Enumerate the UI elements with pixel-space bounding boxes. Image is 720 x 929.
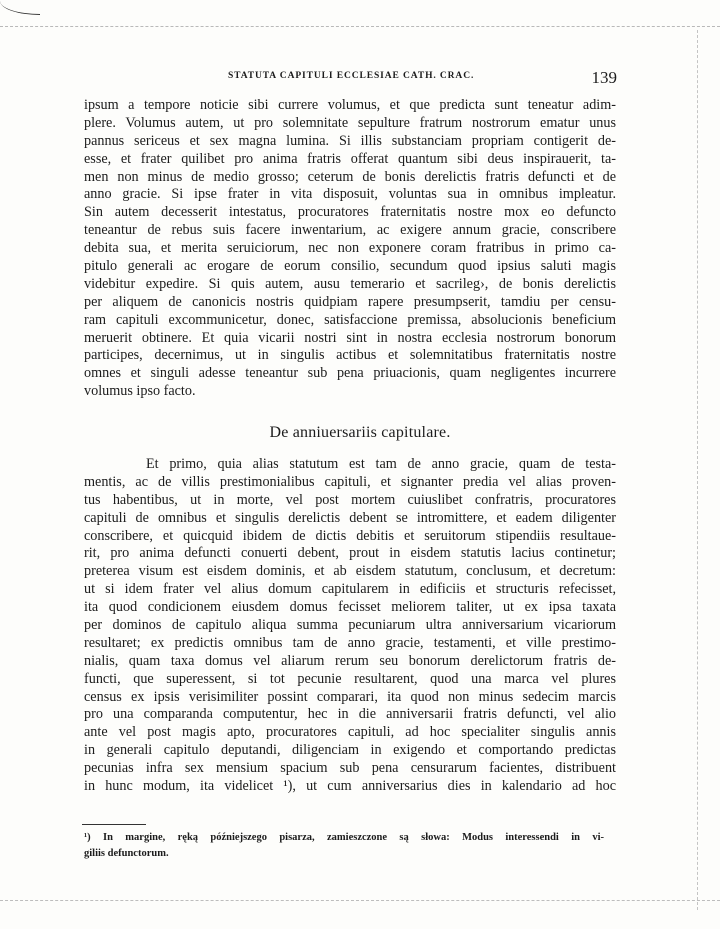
text-line: resultaret; ex predictis omnibus tam de anno gracie, testamenti, et ville prestimo- [84, 634, 616, 651]
paragraph-anniversaries [84, 456, 616, 796]
text-line: meruerit obtinere. Et quia vicarii nostri sint in nostra ecclesia nostrorum bonorum [84, 329, 616, 346]
text-line: mentis, ac de villis prestimonialibus capituli, et signanter predia vel alias proven- [84, 473, 616, 490]
text-line: tus habentibus, ut in morte, vel post mortem cuiuslibet confratris, procuratores [84, 491, 616, 508]
text-line: omnes et singuli adesse teneantur sub pena priuacionis, quam negligentes incurrere [84, 365, 616, 382]
text-line: capituli de omnibus et singulis derelictis debent se intromittere, et eadem diligenter [84, 509, 616, 526]
text-line: functi, que superessent, si tot pecunie resultarent, quod una marca vel plures [84, 670, 616, 687]
page-bottom-edge [0, 900, 720, 901]
text-line: debita sua, et merita seruiciorum, nec non exponere coram fratribus in primo ca- [84, 240, 616, 257]
text-line: per dominos de capitulo aliqua summa pecuniarum ultra anniversarium vicariorum [84, 617, 616, 634]
text-line: pro una comparanda computentur, hec in die anniversarii fratris defuncti, vel alio [84, 706, 616, 723]
page-top-edge [0, 0, 720, 27]
text-line: videbitur expedire. Si quis autem, ausu temerario et sacrileg›, de bonis derelictis [84, 275, 616, 292]
footnote-divider [82, 824, 146, 825]
text-line: anno gracie. Si ipse frater in vita disposuit, voluntas sua in omnibus impleatur. [84, 186, 616, 203]
page-header [80, 68, 620, 92]
text-line: census ex ipsis verisimiliter possint comparari, ita quod non minus sedecim marcis [84, 688, 616, 705]
text-line: ipsum a tempore noticie sibi currere volumus, et que predicta sunt teneatur adim- [84, 97, 616, 113]
text-line: Et primo, quia alias statutum est tam de anno gracie, quam de testa- [146, 456, 616, 472]
text-line: ut si idem frater vel alius domum capitularem in edificiis et structuris refecisset, [84, 581, 616, 598]
text-line: ram capituli excommunicetur, donec, satisfaccione premissa, absolucionis beneficium [84, 311, 616, 328]
footnote-line: ¹) In margine, ręką późniejszego pisarza, zamieszczone są słowa: Modus interessendi in vi- [84, 832, 604, 843]
text-line: pannus sericeus et sex magna lumina. Si illis substanciam propriam contigerit de- [84, 132, 616, 149]
text-line: plere. Volumus autem, ut pro solemnitate sepulture fratrum nostrorum ematur unus [84, 114, 616, 131]
page-right-edge [697, 30, 698, 910]
text-line: per aliquem de canonicis nostris quidpiam rapere presumpserit, tamdiu per censu- [84, 293, 616, 310]
text-line: in hunc modum, ita videlicet ¹), ut cum anniversarius dies in kalendario ad hoc [84, 778, 616, 795]
paragraph-statute-continuation [84, 97, 616, 401]
text-line: men non minus de medio grosso; ceterum de bonis derelictis fratris defuncti et de [84, 168, 616, 185]
text-line: teneantur de rebus suis facere inwentarium, ac exigere annum gracie, conscribere [84, 222, 616, 239]
text-line: Sin autem decesserit intestatus, procuratores fraternitatis nostre mox eo defuncto [84, 204, 616, 221]
footnote-line: giliis defunctorum. [84, 848, 169, 859]
text-line: in generali capitulo deputandi, diligenciam in exigendo et comportando predictas [84, 742, 616, 759]
page-number: 139 [591, 68, 617, 87]
text-line: volumus ipso facto. [84, 383, 196, 400]
section-heading: De anniuersariis capitulare. [269, 424, 451, 441]
text-line: nialis, quam taxa domus vel aliarum rerum seu bonorum derelictorum fratris de- [84, 652, 616, 669]
text-line: conscribere, et quicquid ibidem de dictis debitis et seruitorum stipendiis resultaue- [84, 527, 616, 544]
text-line: ita quod condicionem eiusdem domus fecisset meliorem taliter, ut ex ipsa taxata [84, 599, 616, 616]
text-line: ante vel post magis apto, procuratores capituli, ad hoc specialiter singulis annis [84, 724, 616, 741]
text-line: participes, decernimus, ut in singulis actibus et solemnitatibus fraternitatis nostre [84, 347, 616, 364]
text-line: pitulo generali ac erogare de eorum consilio, secundum quod ipsius saluti magis [84, 258, 616, 275]
text-line: pecunias infra sex mensium spacium sub pena censurarum facientes, distribuent [84, 760, 616, 777]
text-line: esse, et frater quilibet pro anima fratris offerat quantum sibi deus inspirauerit, ta- [84, 150, 616, 167]
running-title: STATUTA CAPITULI ECCLESIAE CATH. CRAC. [228, 71, 475, 81]
text-line: preterea visum est eisdem dominis, et ab eisdem statutum, conclusum, et decretum: [84, 563, 616, 580]
footnote [84, 830, 604, 862]
text-line: rit, pro anima defuncti conuerti debent, prout in eisdem statutis lacius continetur; [84, 545, 616, 562]
